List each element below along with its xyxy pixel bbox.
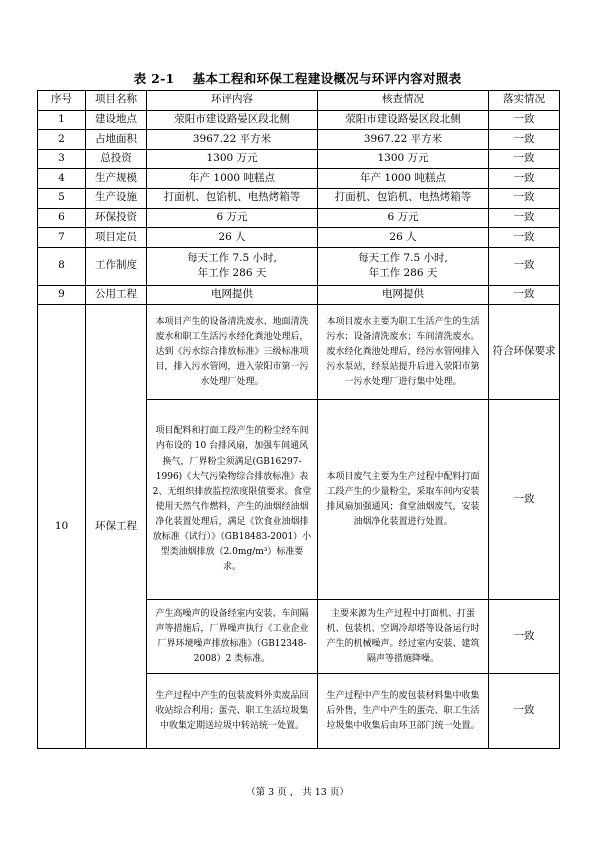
- header-check: 核查情况: [318, 91, 489, 111]
- row-no: 3: [38, 149, 86, 169]
- row-check: 打面机、包馅机、电热烤箱等: [318, 188, 489, 208]
- row-status: 一致: [489, 285, 560, 305]
- header-status: 落实情况: [489, 91, 560, 111]
- env-wastewater-eia: 本项目产生的设备清洗废水、地面清洗废水和职工生活污水经化粪池处理后，达到《污水综合排放标准》三级标准项目，排入污水管网，进入荥阳市第一污水处理厂处理。: [147, 305, 318, 400]
- table-row: [38, 228, 560, 248]
- table-row: [38, 208, 560, 228]
- row-eia: 荥阳市建设路晏区段北侧: [147, 110, 318, 130]
- row-status: 一致: [489, 169, 560, 189]
- table-row: [38, 110, 560, 130]
- env-air-status: 一致: [489, 400, 560, 600]
- row-eia-line1: 每天工作 7.5 小时,: [187, 251, 277, 264]
- row-eia: 电网提供: [147, 285, 318, 305]
- row-no: 9: [38, 285, 86, 305]
- row-eia: [147, 247, 318, 285]
- row-eia: 3967.22 平方米: [147, 130, 318, 150]
- row-status: 一致: [489, 228, 560, 248]
- row-name: 环保投资: [86, 208, 147, 228]
- row-no: 4: [38, 169, 86, 189]
- table-number: 表 2-1: [133, 71, 175, 86]
- row-no: 6: [38, 208, 86, 228]
- row-eia: 打面机、包馅机、电热烤箱等: [147, 188, 318, 208]
- env-noise-status: 一致: [489, 600, 560, 674]
- env-air-eia: 项目配料和打面工段产生的粉尘经车间内布设的 10 台排风扇，加强车间通风换气，厂界粉尘须满足(GB16297-1996)《大气污染物综合排放标准》表 2、无组织排放监控浓度限值要求。食堂使用天然气作燃料，产生的油烟经油烟净化装置处理后，满足《饮食业油烟排放标准（试行）》（GB18483-2001）小型类油烟排放（2.0mg/m³）标准要求。: [147, 400, 318, 600]
- env-wastewater-status: 符合环保要求: [489, 305, 560, 400]
- row-status: 一致: [489, 110, 560, 130]
- row-eia: 26 人: [147, 228, 318, 248]
- header-eia: 环评内容: [147, 91, 318, 111]
- row-name: 生产规模: [86, 169, 147, 189]
- row-check-line2: 年工作 286 天: [368, 267, 438, 280]
- row-status: 一致: [489, 149, 560, 169]
- env-noise-eia: 产生高噪声的设备经室内安装、车间隔声等措施后，厂界噪声执行《工业企业厂界环境噪声排放标准》（GB12348-2008）2 类标准。: [147, 600, 318, 674]
- row-check: 3967.22 平方米: [318, 130, 489, 150]
- row-name: 建设地点: [86, 110, 147, 130]
- row-check: 年产 1000 吨糕点: [318, 169, 489, 189]
- row-check: [318, 247, 489, 285]
- env-solid-eia: 生产过程中产生的包装废料外卖废品回收站综合利用；蛋壳、职工生活垃圾集中收集定期送垃圾中转站统一处置。: [147, 674, 318, 749]
- row-no: 8: [38, 247, 86, 285]
- table-row: [38, 247, 560, 285]
- row-status: 一致: [489, 208, 560, 228]
- row-status: 一致: [489, 247, 560, 285]
- table-row: [38, 169, 560, 189]
- header-row: [38, 91, 560, 111]
- row-no: 1: [38, 110, 86, 130]
- table-row: [38, 130, 560, 150]
- row-name: 占地面积: [86, 130, 147, 150]
- row-eia: 1300 万元: [147, 149, 318, 169]
- row-check: 1300 万元: [318, 149, 489, 169]
- table-caption: 基本工程和环保工程建设概况与环评内容对照表: [192, 71, 462, 86]
- table-row: [38, 149, 560, 169]
- row-no: 7: [38, 228, 86, 248]
- row-eia-line2: 年工作 286 天: [197, 267, 267, 280]
- header-no: 序号: [38, 91, 86, 111]
- comparison-table: [37, 90, 560, 749]
- env-name: 环保工程: [86, 305, 147, 749]
- row-check: 6 万元: [318, 208, 489, 228]
- row-eia: 年产 1000 吨糕点: [147, 169, 318, 189]
- row-name: 公用工程: [86, 285, 147, 305]
- row-name: 总投资: [86, 149, 147, 169]
- row-name: 生产设施: [86, 188, 147, 208]
- row-eia: 6 万元: [147, 208, 318, 228]
- row-check: 荥阳市建设路晏区段北侧: [318, 110, 489, 130]
- header-name: 项目名称: [86, 91, 147, 111]
- env-row: [38, 305, 560, 400]
- row-check: 26 人: [318, 228, 489, 248]
- row-check-line1: 每天工作 7.5 小时,: [358, 251, 448, 264]
- env-solid-status: 一致: [489, 674, 560, 749]
- env-solid-check: 生产过程中产生的废包装材料集中收集后外售，生产中产生的蛋壳、职工生活垃圾集中收集后由环卫部门统一处置。: [318, 674, 489, 749]
- row-check: 电网提供: [318, 285, 489, 305]
- env-wastewater-check: 本项目废水主要为职工生活产生的生活污水；设备清洗废水；车间清洗废水。废水经化粪池处理后，经污水管网排入污水泵站，经泵站提升后进入荥阳市第一污水处理厂进行集中处理。: [318, 305, 489, 400]
- table-row: [38, 285, 560, 305]
- row-no: 2: [38, 130, 86, 150]
- row-name: 项目定员: [86, 228, 147, 248]
- env-no: 10: [38, 305, 86, 749]
- env-air-check: 本项目废气主要为生产过程中配料打面工段产生的少量粉尘，采取车间内安装排风扇加强通风；食堂油烟废气，安装油烟净化装置进行处置。: [318, 400, 489, 600]
- table-title: [0, 69, 595, 87]
- table-row: [38, 188, 560, 208]
- row-no: 5: [38, 188, 86, 208]
- env-noise-check: 主要来源为生产过程中打面机、打蛋机、包装机、空调冷却塔等设备运行时产生的机械噪声。经过室内安装、建筑隔声等措施降噪。: [318, 600, 489, 674]
- row-status: 一致: [489, 130, 560, 150]
- page-footer: （第 3 页 ， 共 13 页）: [246, 787, 349, 798]
- row-status: 一致: [489, 188, 560, 208]
- row-name: 工作制度: [86, 247, 147, 285]
